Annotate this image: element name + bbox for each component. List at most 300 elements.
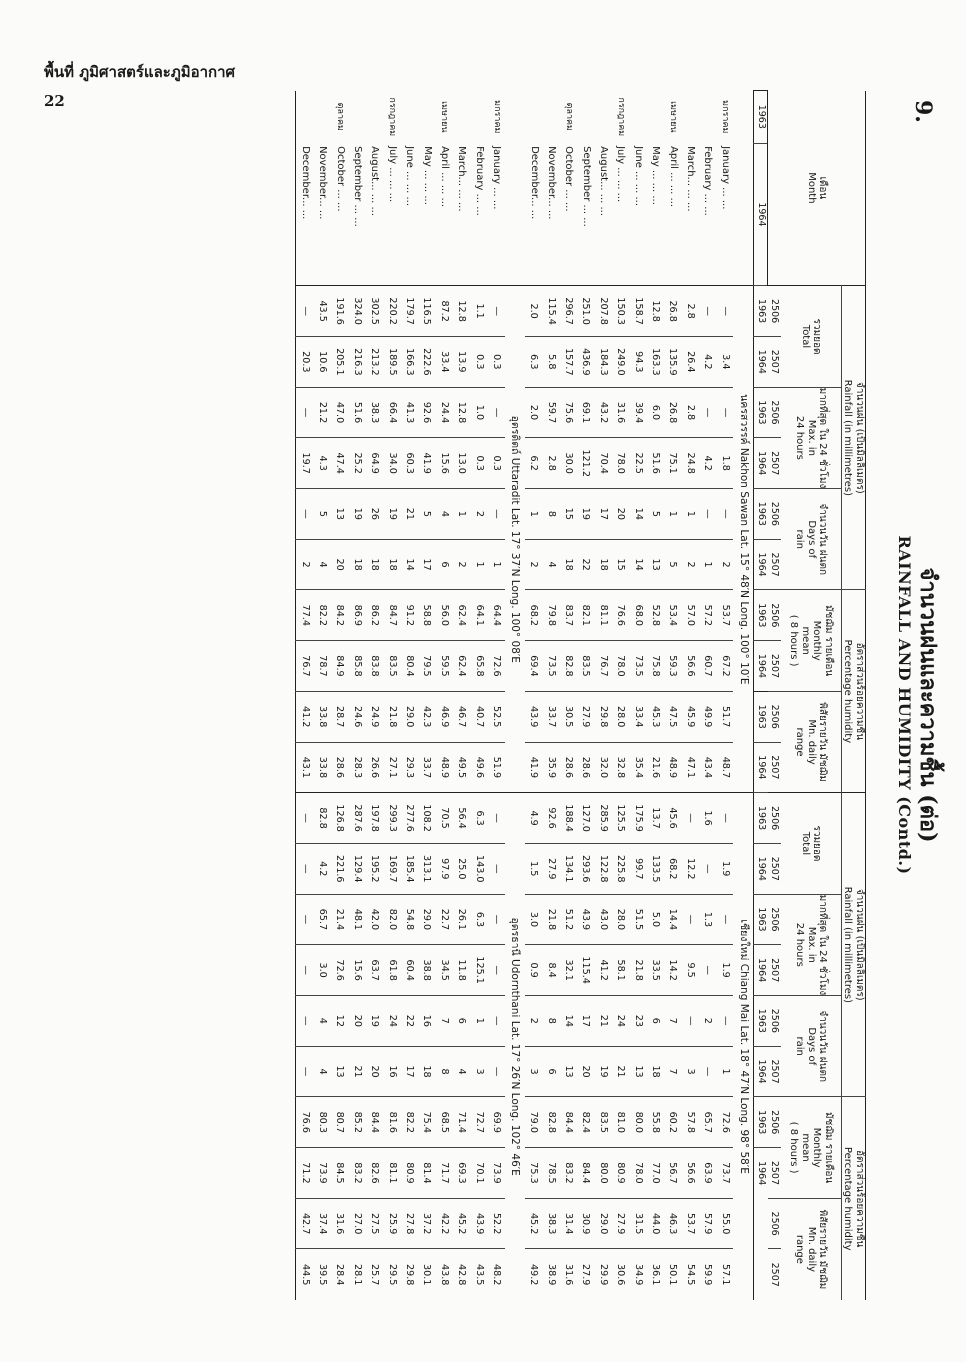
data-cell: 24 xyxy=(383,996,400,1047)
data-cell: 5 xyxy=(664,539,681,590)
humidity-english-right: Percentage humidity xyxy=(842,1146,854,1251)
data-cell: — xyxy=(716,286,733,337)
data-cell: 75.6 xyxy=(560,387,577,438)
range-english-2-r: range xyxy=(794,1234,806,1264)
data-cell: — xyxy=(487,387,504,438)
data-cell: 2.8 xyxy=(681,387,698,438)
data-cell: 58.8 xyxy=(418,590,435,641)
data-cell: 87.2 xyxy=(435,286,452,337)
data-cell: 76.6 xyxy=(612,590,629,641)
data-cell: 65.8 xyxy=(470,641,487,692)
data-cell: 53.7 xyxy=(681,1198,698,1249)
data-cell: 35.4 xyxy=(629,742,646,793)
table-row xyxy=(418,91,435,1301)
month-label: November... ... xyxy=(545,146,557,220)
data-cell: 19 xyxy=(366,996,383,1047)
data-cell: 23 xyxy=(629,996,646,1047)
data-cell: 92.6 xyxy=(542,793,559,844)
year-ad-cell: 1964 xyxy=(754,336,768,387)
data-cell: 27.9 xyxy=(542,843,559,894)
data-cell: 2 xyxy=(453,539,470,590)
page-number: 22 xyxy=(44,92,65,110)
month-label: July ... ... ... xyxy=(615,146,627,203)
data-cell: 158.7 xyxy=(629,286,646,337)
data-cell: 191.6 xyxy=(331,286,348,337)
total-header-right xyxy=(781,793,842,894)
data-cell: 1 xyxy=(681,489,698,540)
data-cell: 3.0 xyxy=(314,945,331,996)
data-cell: 313.1 xyxy=(418,843,435,894)
data-cell: 8 xyxy=(542,489,559,540)
data-cell: 1.1 xyxy=(470,286,487,337)
data-cell: 83.5 xyxy=(383,641,400,692)
data-cell: 20 xyxy=(366,1046,383,1097)
mmean-english-2: mean xyxy=(800,626,811,655)
title-english: RAINFALL AND HUMIDITY (Contd.) xyxy=(895,535,914,875)
data-cell: 57.2 xyxy=(699,590,716,641)
data-cell: 43.9 xyxy=(525,691,542,742)
data-cell: 122.8 xyxy=(594,843,611,894)
days-english-1: Days of xyxy=(805,520,817,559)
data-cell: 31.6 xyxy=(331,1198,348,1249)
data-cell: 5 xyxy=(314,489,331,540)
year-ad-cell: 1964 xyxy=(754,1046,768,1097)
data-cell: 29.0 xyxy=(400,691,417,742)
data-cell: 27.9 xyxy=(577,1249,594,1300)
rainfall-thai-left: จำนวนฝน (เป็นมิลลิเมตร) xyxy=(854,381,865,494)
data-cell: 41.9 xyxy=(418,438,435,489)
data-cell: 14 xyxy=(629,489,646,540)
data-cell: 78.0 xyxy=(629,1148,646,1199)
data-cell: 7 xyxy=(664,1046,681,1097)
data-cell: 18 xyxy=(348,539,365,590)
season-label xyxy=(418,91,435,144)
rainfall-group-header-right xyxy=(842,793,866,1097)
max-english-2-r: 24 hours xyxy=(794,922,806,967)
data-cell: 71.7 xyxy=(435,1148,452,1199)
data-cell: — xyxy=(487,945,504,996)
total-english: Total xyxy=(800,324,811,349)
total-header xyxy=(781,286,842,387)
range-english-1-r: Mn. daily xyxy=(805,1226,817,1273)
data-cell: 82.6 xyxy=(366,1148,383,1199)
station-label-right: อุดรธานี Udornthani Lat. 17° 26′N Long. 102° 46′E xyxy=(505,793,525,1300)
mmean-thai: มัชฌิม รายเดือน xyxy=(823,604,834,677)
season-label: มกราคม xyxy=(491,100,502,134)
season-label xyxy=(348,91,365,144)
data-cell: 115.4 xyxy=(577,945,594,996)
data-cell: 5 xyxy=(647,489,664,540)
table-row xyxy=(296,91,314,1301)
data-cell: 1.9 xyxy=(716,843,733,894)
data-cell: 6.2 xyxy=(525,438,542,489)
year-be-cell: 2507 xyxy=(768,438,781,489)
data-cell: 221.6 xyxy=(331,843,348,894)
data-cell: — xyxy=(296,1046,314,1097)
data-cell: 28.0 xyxy=(612,691,629,742)
data-cell: 39.5 xyxy=(314,1249,331,1300)
station-row-spacer xyxy=(505,91,525,286)
data-cell: 1.5 xyxy=(525,843,542,894)
data-cell: 5 xyxy=(418,489,435,540)
table-row xyxy=(699,91,716,1301)
data-cell: 135.9 xyxy=(664,336,681,387)
year-be-cell: 2506 xyxy=(768,793,781,844)
data-cell: 220.2 xyxy=(383,286,400,337)
data-cell: 18 xyxy=(418,1046,435,1097)
data-cell: 2.8 xyxy=(542,438,559,489)
data-cell: 13 xyxy=(331,1046,348,1097)
data-cell: 2.0 xyxy=(525,286,542,337)
table-body xyxy=(296,91,754,1301)
data-cell: 72.6 xyxy=(487,641,504,692)
humidity-group-header-left xyxy=(842,590,866,793)
data-cell: 10.6 xyxy=(314,336,331,387)
data-cell: 0.3 xyxy=(487,438,504,489)
humidity-group-header-right xyxy=(842,1097,866,1300)
rainfall-humidity-table xyxy=(295,90,866,1300)
data-cell: 6 xyxy=(542,1046,559,1097)
data-cell: 78.5 xyxy=(542,1148,559,1199)
data-cell: 4.2 xyxy=(314,843,331,894)
data-cell: 99.7 xyxy=(629,843,646,894)
year-be-cell: 2507 xyxy=(768,336,781,387)
data-cell: 78.0 xyxy=(612,641,629,692)
daily-range-header xyxy=(781,691,842,792)
data-cell: 37.2 xyxy=(418,1198,435,1249)
data-cell: 6 xyxy=(453,996,470,1047)
data-cell: 26.4 xyxy=(681,336,698,387)
rainfall-thai-right: จำนวนฝน (เป็นมิลลิเมตร) xyxy=(854,888,865,1001)
data-cell: — xyxy=(487,793,504,844)
data-cell: 24.6 xyxy=(348,691,365,742)
data-cell: 45.3 xyxy=(647,691,664,742)
data-cell: 249.0 xyxy=(612,336,629,387)
data-cell: 82.8 xyxy=(560,641,577,692)
data-cell: 213.2 xyxy=(366,336,383,387)
data-cell: 77.0 xyxy=(647,1148,664,1199)
year-be-cell: 2507 xyxy=(768,539,781,590)
table-row xyxy=(348,91,365,1301)
data-cell: 166.3 xyxy=(400,336,417,387)
data-cell: 50.1 xyxy=(664,1249,681,1300)
data-cell: 19 xyxy=(594,1046,611,1097)
data-cell: 16 xyxy=(383,1046,400,1097)
table-row xyxy=(435,91,452,1301)
data-cell: 42.7 xyxy=(296,1198,314,1249)
data-cell: 33.4 xyxy=(629,691,646,742)
data-cell: 6.0 xyxy=(647,387,664,438)
data-cell: 125.1 xyxy=(470,945,487,996)
data-cell: — xyxy=(296,387,314,438)
data-cell: 77.4 xyxy=(296,590,314,641)
data-cell: 82.0 xyxy=(383,894,400,945)
table-row xyxy=(331,91,348,1301)
table-number: 9. xyxy=(910,100,936,123)
data-cell: — xyxy=(487,843,504,894)
data-cell: 27.1 xyxy=(383,742,400,793)
data-cell: 5.8 xyxy=(542,336,559,387)
data-cell: 17 xyxy=(594,489,611,540)
data-cell: 19 xyxy=(383,489,400,540)
data-cell: 94.3 xyxy=(629,336,646,387)
data-cell: 86.9 xyxy=(348,590,365,641)
table-title xyxy=(874,70,954,1340)
data-cell: — xyxy=(699,1046,716,1097)
data-cell: 68.0 xyxy=(629,590,646,641)
data-cell: 29.8 xyxy=(400,1249,417,1300)
days-header xyxy=(781,489,842,590)
data-cell: 42.2 xyxy=(435,1198,452,1249)
data-cell: 64.1 xyxy=(470,590,487,641)
data-cell: — xyxy=(716,793,733,844)
data-cell: 12 xyxy=(331,996,348,1047)
month-label: October ... ... xyxy=(563,146,575,212)
season-label xyxy=(453,91,470,144)
data-cell: — xyxy=(699,286,716,337)
data-cell: — xyxy=(699,945,716,996)
data-cell: 91.2 xyxy=(400,590,417,641)
season-label xyxy=(629,91,646,144)
month-label: February ... ... xyxy=(473,146,485,216)
range-english-1: Mn. daily xyxy=(805,719,817,765)
data-cell: 436.9 xyxy=(577,336,594,387)
data-cell: 12.8 xyxy=(453,387,470,438)
data-cell: 69.9 xyxy=(487,1097,504,1148)
data-cell: 33.7 xyxy=(418,742,435,793)
data-cell: 34.9 xyxy=(629,1249,646,1300)
season-label: ตุลาคม xyxy=(335,102,346,131)
data-cell: 163.3 xyxy=(647,336,664,387)
data-cell: 51.7 xyxy=(716,691,733,742)
data-cell: 30.1 xyxy=(418,1249,435,1300)
data-cell: 21 xyxy=(400,489,417,540)
data-cell: 33.5 xyxy=(647,945,664,996)
data-cell: 46.3 xyxy=(664,1198,681,1249)
data-cell: 75.3 xyxy=(525,1148,542,1199)
data-cell: 44.0 xyxy=(647,1198,664,1249)
data-cell: 4.3 xyxy=(314,438,331,489)
data-cell: 1.6 xyxy=(699,793,716,844)
data-cell: 17 xyxy=(418,539,435,590)
data-cell: 14 xyxy=(560,996,577,1047)
month-label: March... ... ... xyxy=(456,146,468,212)
data-cell: 185.4 xyxy=(400,843,417,894)
data-cell: 29.9 xyxy=(594,1249,611,1300)
data-cell: 57.9 xyxy=(699,1198,716,1249)
data-cell: 21.8 xyxy=(383,691,400,742)
humidity-english-left: Percentage humidity xyxy=(842,639,854,744)
data-cell: 7 xyxy=(435,996,452,1047)
data-cell: — xyxy=(296,894,314,945)
mmean-english-1-r: Monthly xyxy=(811,1127,823,1168)
data-cell: 47.1 xyxy=(681,742,698,793)
data-cell: 27.8 xyxy=(400,1198,417,1249)
year-ad-cell: 1963 xyxy=(754,691,768,742)
data-cell: 225.8 xyxy=(612,843,629,894)
data-cell: 25.2 xyxy=(348,438,365,489)
data-cell: 3 xyxy=(525,1046,542,1097)
year-ad-cell: 1963 xyxy=(754,286,768,337)
data-cell: 92.6 xyxy=(418,387,435,438)
page-header: พื้นที่ ภูมิศาสตร์และภูมิอากาศ xyxy=(44,63,236,81)
data-cell: 3 xyxy=(470,1046,487,1097)
table-row xyxy=(542,91,559,1301)
data-cell: 43.5 xyxy=(470,1249,487,1300)
data-cell: 73.7 xyxy=(716,1148,733,1199)
data-cell: 195.2 xyxy=(366,843,383,894)
data-cell: 21.2 xyxy=(314,387,331,438)
data-cell: 27.5 xyxy=(366,1198,383,1249)
data-cell: 60.2 xyxy=(664,1097,681,1148)
year-row-gregorian xyxy=(754,91,768,1301)
data-cell: 0.3 xyxy=(470,438,487,489)
data-cell: 64.4 xyxy=(487,590,504,641)
month-label: August... ... ... xyxy=(369,146,381,217)
total-english-r: Total xyxy=(800,831,811,856)
data-cell: 4 xyxy=(314,539,331,590)
station-row xyxy=(734,91,755,1301)
data-cell: 116.5 xyxy=(418,286,435,337)
data-cell: 4.2 xyxy=(699,438,716,489)
data-cell: 84.4 xyxy=(577,1148,594,1199)
data-cell: 175.9 xyxy=(629,793,646,844)
range-thai: พิสัยรายวัน มัชฌิม xyxy=(817,702,829,782)
data-cell: 302.5 xyxy=(366,286,383,337)
data-cell: 28.6 xyxy=(577,742,594,793)
data-cell: 68.5 xyxy=(435,1097,452,1148)
data-cell: — xyxy=(716,894,733,945)
data-cell: 14 xyxy=(400,539,417,590)
table-row xyxy=(453,91,470,1301)
data-cell: 125.5 xyxy=(612,793,629,844)
data-cell: — xyxy=(296,996,314,1047)
data-cell: 4.2 xyxy=(699,336,716,387)
data-cell: 4 xyxy=(453,1046,470,1097)
data-cell: 75.1 xyxy=(664,438,681,489)
data-cell: 20 xyxy=(577,1046,594,1097)
data-cell: 46.7 xyxy=(453,691,470,742)
table-row xyxy=(681,91,698,1301)
data-cell: — xyxy=(296,843,314,894)
month-label: May ... ... ... xyxy=(650,146,662,205)
data-cell: 66.4 xyxy=(383,387,400,438)
data-cell: 80.3 xyxy=(314,1097,331,1148)
data-cell: 22.5 xyxy=(629,438,646,489)
season-label xyxy=(647,91,664,144)
month-label: April ... ... ... xyxy=(438,146,450,208)
data-cell: 41.2 xyxy=(296,691,314,742)
data-cell: 56.4 xyxy=(453,793,470,844)
data-cell: 85.2 xyxy=(348,1097,365,1148)
max-thai-r: มากที่สุด ใน 24 ชั่วโมง xyxy=(817,894,829,996)
data-cell: — xyxy=(699,489,716,540)
rainfall-english-right: Rainfall (in millimetres) xyxy=(842,886,854,1004)
data-cell: 1 xyxy=(525,489,542,540)
data-cell: 81.4 xyxy=(418,1148,435,1199)
data-cell: 29.0 xyxy=(594,1198,611,1249)
data-cell: 57.8 xyxy=(681,1097,698,1148)
data-cell: 29.8 xyxy=(594,691,611,742)
data-cell: 76.7 xyxy=(594,641,611,692)
data-cell: — xyxy=(487,286,504,337)
data-cell: 1 xyxy=(664,489,681,540)
data-cell: 81.6 xyxy=(383,1097,400,1148)
data-cell: 38.3 xyxy=(542,1198,559,1249)
year-ad-cell: 1963 xyxy=(754,489,768,540)
year-ad-cell: 1963 xyxy=(754,894,768,945)
data-cell: 49.2 xyxy=(525,1249,542,1300)
data-cell: 35.9 xyxy=(542,742,559,793)
data-cell: 18 xyxy=(647,1046,664,1097)
data-cell: 63.7 xyxy=(366,945,383,996)
year-be-cell: 2507 xyxy=(768,1148,781,1199)
days-english-1-r: Days of xyxy=(805,1027,817,1066)
season-label: เมษายน xyxy=(439,101,450,133)
season-label xyxy=(681,91,698,144)
data-cell: 54.8 xyxy=(400,894,417,945)
data-cell: — xyxy=(681,996,698,1047)
data-cell: 1 xyxy=(699,539,716,590)
data-cell: 70.1 xyxy=(470,1148,487,1199)
data-cell: 51.2 xyxy=(560,894,577,945)
data-cell: 48.9 xyxy=(664,742,681,793)
season-label xyxy=(542,91,559,144)
data-cell: 108.2 xyxy=(418,793,435,844)
data-cell: 84.5 xyxy=(331,1148,348,1199)
data-cell: 33.7 xyxy=(542,691,559,742)
data-cell: 43.8 xyxy=(435,1249,452,1300)
data-cell: 41.9 xyxy=(525,742,542,793)
data-cell: 45.9 xyxy=(681,691,698,742)
data-cell: 65.7 xyxy=(699,1097,716,1148)
year-be-cell: 2506 xyxy=(768,1097,781,1148)
data-cell: 1.0 xyxy=(470,387,487,438)
data-cell: 32.0 xyxy=(594,742,611,793)
data-cell: 70.5 xyxy=(435,793,452,844)
data-cell: 21 xyxy=(348,1046,365,1097)
table-row xyxy=(612,91,629,1301)
data-cell: 28.6 xyxy=(560,742,577,793)
data-cell: 29.0 xyxy=(418,894,435,945)
data-cell: 26.8 xyxy=(664,387,681,438)
data-cell: 189.5 xyxy=(383,336,400,387)
data-cell: 2 xyxy=(525,996,542,1047)
data-cell: 44.5 xyxy=(296,1249,314,1300)
season-label xyxy=(314,91,331,144)
data-cell: 21.6 xyxy=(647,742,664,793)
table-row xyxy=(594,91,611,1301)
data-cell: 52.2 xyxy=(487,1198,504,1249)
data-cell: 67.2 xyxy=(716,641,733,692)
table-row xyxy=(647,91,664,1301)
data-cell: — xyxy=(681,894,698,945)
data-cell: 0.3 xyxy=(470,336,487,387)
year-ad-cell: 1963 xyxy=(754,387,768,438)
data-cell: 76.7 xyxy=(296,641,314,692)
data-cell: 48.2 xyxy=(487,1249,504,1300)
data-cell: 59.9 xyxy=(699,1249,716,1300)
data-cell: 82.2 xyxy=(400,1097,417,1148)
data-cell: 285.9 xyxy=(594,793,611,844)
data-cell: 83.5 xyxy=(594,1097,611,1148)
data-cell: 83.7 xyxy=(560,590,577,641)
data-cell: 6 xyxy=(647,996,664,1047)
total-thai: รวมยอด xyxy=(811,318,823,355)
data-cell: 216.3 xyxy=(348,336,365,387)
data-cell: 43.1 xyxy=(296,742,314,793)
data-cell: 17 xyxy=(577,996,594,1047)
